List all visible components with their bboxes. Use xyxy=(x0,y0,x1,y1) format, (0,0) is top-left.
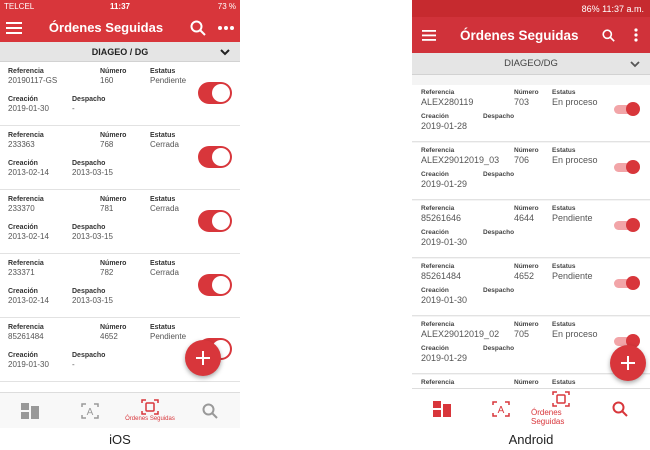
carrier-label: TELCEL xyxy=(4,2,35,11)
dispatch-value: - xyxy=(72,360,75,369)
num-label: Número xyxy=(100,68,127,75)
plus-icon xyxy=(621,356,635,370)
num-value: 782 xyxy=(100,268,114,277)
tab-dashboard[interactable] xyxy=(0,393,60,428)
android-platform-label: Android xyxy=(508,432,554,447)
created-label: Creación xyxy=(421,113,449,120)
dispatch-value: 2013-03-15 xyxy=(72,168,113,177)
android-screen xyxy=(412,0,650,428)
status-label: Estatus xyxy=(150,132,176,139)
ios-screen xyxy=(0,0,240,428)
client-filter-label: DIAGEO/DG xyxy=(504,58,558,69)
created-value: 2019-01-30 xyxy=(8,360,49,369)
android-tab-bar xyxy=(412,388,650,428)
add-order-button[interactable] xyxy=(610,345,646,381)
follow-toggle[interactable] xyxy=(198,146,232,168)
android-status-bar xyxy=(412,0,650,17)
battery-label: 73 % xyxy=(217,2,236,11)
created-label: Creación xyxy=(8,224,38,231)
scan-text-icon xyxy=(492,401,510,417)
num-value: 160 xyxy=(100,76,114,85)
add-order-button[interactable] xyxy=(185,340,221,376)
ref-label: Referencia xyxy=(421,205,455,212)
created-label: Creación xyxy=(8,96,38,103)
page-title: Órdenes Seguidas xyxy=(48,20,164,35)
created-value: 2013-02-14 xyxy=(8,168,49,177)
status-value: Cerrada xyxy=(150,140,179,149)
created-label: Creación xyxy=(421,229,449,236)
tab-dashboard[interactable] xyxy=(412,389,472,428)
num-value: 703 xyxy=(514,97,530,107)
menu-icon[interactable] xyxy=(412,30,446,41)
created-value: 2019-01-30 xyxy=(421,295,468,305)
ref-label: Referencia xyxy=(8,260,44,267)
tab-followed-orders[interactable] xyxy=(531,389,591,428)
follow-toggle[interactable] xyxy=(614,279,636,288)
status-right xyxy=(582,4,650,14)
status-value: Pendiente xyxy=(552,213,593,223)
order-card[interactable] xyxy=(0,190,240,254)
num-label: Número xyxy=(514,263,539,270)
chevron-down-icon xyxy=(630,60,640,71)
search-icon[interactable] xyxy=(594,29,622,42)
page-title: Órdenes Seguidas xyxy=(460,27,579,43)
tab-search[interactable] xyxy=(180,393,240,428)
ref-value: ALEX280119 xyxy=(421,97,474,107)
order-card[interactable] xyxy=(412,201,650,258)
dispatch-label: Despacho xyxy=(483,171,515,178)
num-value: 4652 xyxy=(514,271,535,281)
follow-toggle[interactable] xyxy=(614,105,636,114)
created-label: Creación xyxy=(8,160,38,167)
status-label: Estatus xyxy=(150,260,176,267)
num-value: 706 xyxy=(514,155,530,165)
svg-text:A: A xyxy=(86,406,94,418)
num-value: 4652 xyxy=(100,332,118,341)
order-card[interactable] xyxy=(412,85,650,142)
status-label: Estatus xyxy=(552,379,576,386)
status-label: Estatus xyxy=(150,68,176,75)
created-label: Creación xyxy=(421,287,449,294)
num-value: 768 xyxy=(100,140,114,149)
tab-label: Órdenes Seguidas xyxy=(531,408,565,426)
dispatch-label: Despacho xyxy=(72,160,106,167)
ios-status-bar xyxy=(0,0,240,13)
num-label: Número xyxy=(514,379,539,386)
follow-toggle[interactable] xyxy=(614,163,636,172)
ref-value: ALEX29012019_02 xyxy=(421,329,500,339)
more-options-icon[interactable] xyxy=(212,26,240,30)
status-label: Estatus xyxy=(552,263,576,270)
ref-label: Referencia xyxy=(421,89,455,96)
dispatch-label: Despacho xyxy=(72,288,106,295)
num-label: Número xyxy=(100,132,127,139)
created-label: Creación xyxy=(421,345,449,352)
ref-value: 20190117-GS xyxy=(8,76,58,85)
battery-label: 86% xyxy=(581,3,600,14)
followed-orders-icon xyxy=(552,391,570,407)
created-value: 2019-01-30 xyxy=(8,104,49,113)
ref-value: 85261646 xyxy=(421,213,462,223)
dispatch-value: 2013-03-15 xyxy=(72,232,113,241)
dispatch-label: Despacho xyxy=(72,352,106,359)
menu-icon[interactable] xyxy=(0,22,28,34)
status-value: Pendiente xyxy=(150,332,187,341)
num-label: Número xyxy=(514,321,539,328)
status-value: Pendiente xyxy=(150,76,187,85)
created-label: Creación xyxy=(8,288,38,295)
num-label: Número xyxy=(100,196,127,203)
scan-text-icon xyxy=(81,403,99,419)
chevron-down-icon xyxy=(220,48,230,58)
status-label: Estatus xyxy=(552,147,576,154)
status-value: Pendiente xyxy=(552,271,593,281)
status-label: Estatus xyxy=(150,196,176,203)
status-value: Cerrada xyxy=(150,268,179,277)
num-value: 705 xyxy=(514,329,530,339)
ref-label: Referencia xyxy=(421,147,455,154)
status-label: Estatus xyxy=(150,324,176,331)
svg-text:A: A xyxy=(497,404,505,416)
ref-label: Referencia xyxy=(8,324,44,331)
num-value: 4644 xyxy=(514,213,535,223)
ios-platform-label: iOS xyxy=(109,432,131,447)
follow-toggle[interactable] xyxy=(198,274,232,296)
plus-icon xyxy=(196,351,210,365)
created-value: 2013-02-14 xyxy=(8,232,49,241)
ref-label: Referencia xyxy=(421,379,455,386)
ref-value: 85261484 xyxy=(421,271,462,281)
ref-label: Referencia xyxy=(421,263,455,270)
client-filter-dropdown[interactable] xyxy=(412,53,650,75)
search-icon[interactable] xyxy=(184,20,212,36)
ios-tab-bar xyxy=(0,392,240,428)
dispatch-label: Despacho xyxy=(483,287,515,294)
created-label: Creación xyxy=(421,171,449,178)
created-value: 2019-01-28 xyxy=(421,121,468,131)
created-value: 2019-01-29 xyxy=(421,353,468,363)
ref-value: 233371 xyxy=(8,268,35,277)
ref-label: Referencia xyxy=(8,132,44,139)
search-icon xyxy=(612,401,628,417)
tab-scan[interactable] xyxy=(60,393,120,428)
num-label: Número xyxy=(514,205,539,212)
num-value: 781 xyxy=(100,204,114,213)
followed-orders-icon xyxy=(141,399,159,415)
tab-search[interactable] xyxy=(591,389,650,428)
dispatch-value: - xyxy=(72,104,75,113)
created-value: 2019-01-29 xyxy=(421,179,468,189)
status-label: Estatus xyxy=(552,89,576,96)
more-options-icon[interactable] xyxy=(622,28,650,42)
order-card[interactable] xyxy=(0,126,240,190)
dispatch-value: 2013-03-15 xyxy=(72,296,113,305)
num-label: Número xyxy=(514,89,539,96)
ref-value: 233370 xyxy=(8,204,35,213)
dispatch-label: Despacho xyxy=(72,96,106,103)
ref-label: Referencia xyxy=(421,321,455,328)
status-label: Estatus xyxy=(552,321,576,328)
num-label: Número xyxy=(100,324,127,331)
dispatch-label: Despacho xyxy=(72,224,106,231)
client-filter-dropdown[interactable] xyxy=(0,42,240,62)
ref-value: 85261484 xyxy=(8,332,44,341)
status-value: En proceso xyxy=(552,155,598,165)
follow-toggle[interactable] xyxy=(614,221,636,230)
status-value: Cerrada xyxy=(150,204,179,213)
dispatch-label: Despacho xyxy=(483,345,515,352)
tab-followed-orders[interactable] xyxy=(120,393,180,428)
dashboard-icon xyxy=(433,401,451,417)
status-label: Estatus xyxy=(552,205,576,212)
status-value: En proceso xyxy=(552,97,598,107)
follow-toggle[interactable] xyxy=(198,82,232,104)
ref-label: Referencia xyxy=(8,68,44,75)
num-label: Número xyxy=(100,260,127,267)
order-card[interactable] xyxy=(412,143,650,200)
client-filter-label: DIAGEO / DG xyxy=(91,46,149,57)
created-value: 2019-01-30 xyxy=(421,237,468,247)
num-label: Número xyxy=(514,147,539,154)
status-time: 11:37 a.m. xyxy=(602,3,644,14)
created-label: Creación xyxy=(8,352,38,359)
order-card[interactable] xyxy=(0,62,240,126)
search-icon xyxy=(202,403,218,419)
follow-toggle[interactable] xyxy=(198,210,232,232)
dispatch-label: Despacho xyxy=(483,229,515,236)
dispatch-label: Despacho xyxy=(483,113,515,120)
created-value: 2013-02-14 xyxy=(8,296,49,305)
tab-label: Órdenes Seguidas xyxy=(125,416,175,422)
ref-value: 233363 xyxy=(8,140,35,149)
status-value: En proceso xyxy=(552,329,598,339)
order-list xyxy=(412,85,650,428)
ios-app-bar xyxy=(0,13,240,42)
ref-label: Referencia xyxy=(8,196,44,203)
dashboard-icon xyxy=(21,403,39,419)
ref-value: ALEX29012019_03 xyxy=(421,155,500,165)
android-app-bar xyxy=(412,17,650,53)
order-card[interactable] xyxy=(412,259,650,316)
order-card[interactable] xyxy=(0,254,240,318)
tab-scan[interactable] xyxy=(472,389,532,428)
status-time: 11:37 xyxy=(109,2,130,11)
